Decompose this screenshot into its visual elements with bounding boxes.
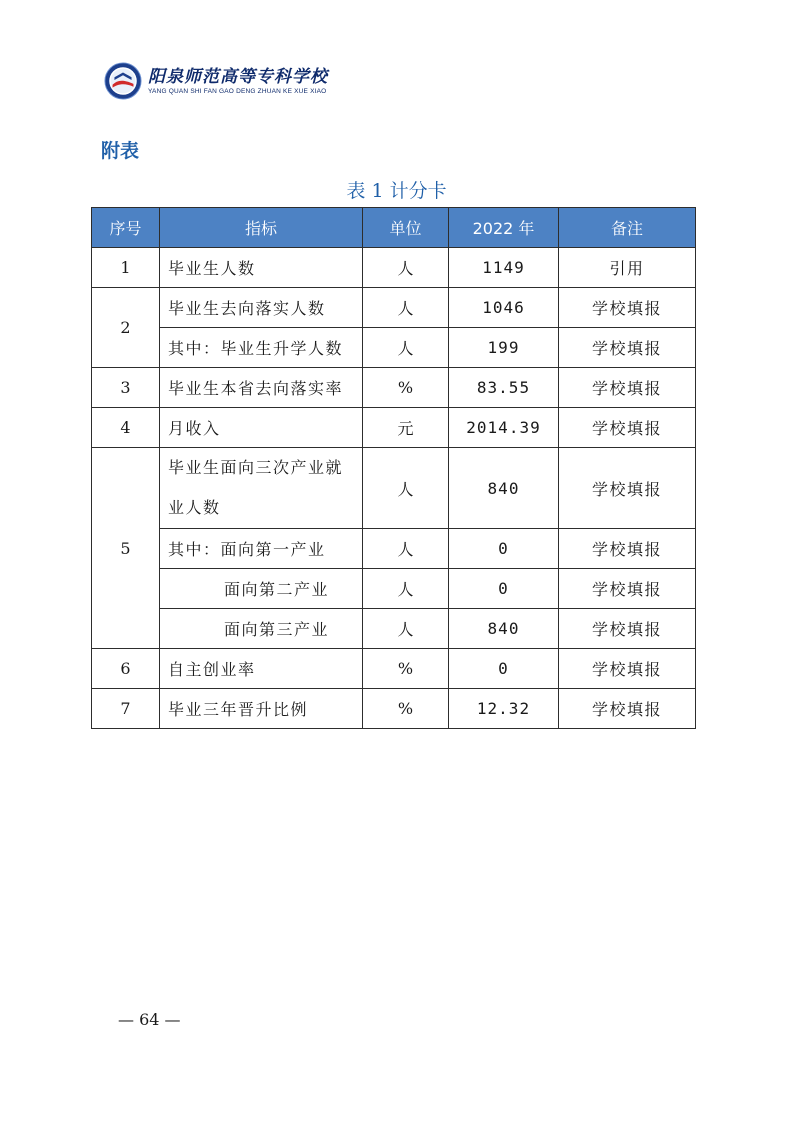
table-row (92, 448, 696, 529)
note-cell: 学校填报 (559, 649, 696, 689)
table-row (92, 408, 696, 448)
value-cell: 1149 (449, 248, 559, 288)
table-row (92, 689, 696, 729)
value-cell: 840 (449, 609, 559, 649)
value-cell: 2014.39 (449, 408, 559, 448)
column-header-note: 备注 (559, 208, 696, 248)
unit-cell: 人 (363, 288, 449, 328)
indicator-cell: 其中：面向第一产业 (160, 529, 363, 569)
unit-cell: % (363, 689, 449, 729)
value-cell: 840 (449, 448, 559, 529)
unit-cell: 人 (363, 529, 449, 569)
column-header-no: 序号 (92, 208, 160, 248)
table-row (92, 368, 696, 408)
indicator-cell: 毕业三年晋升比例 (160, 689, 363, 729)
note-cell: 学校填报 (559, 368, 696, 408)
value-cell: 0 (449, 569, 559, 609)
table-row (92, 609, 696, 649)
value-cell: 83.55 (449, 368, 559, 408)
unit-cell: 人 (363, 248, 449, 288)
row-number: 4 (92, 408, 160, 448)
note-cell: 学校填报 (559, 529, 696, 569)
table-row (92, 288, 696, 328)
note-cell: 学校填报 (559, 448, 696, 529)
value-cell: 199 (449, 328, 559, 368)
indicator-cell: 毕业生本省去向落实率 (160, 368, 363, 408)
note-cell: 学校填报 (559, 408, 696, 448)
row-number: 3 (92, 368, 160, 408)
column-header-unit: 单位 (363, 208, 449, 248)
note-cell: 引用 (559, 248, 696, 288)
note-cell: 学校填报 (559, 288, 696, 328)
indicator-cell: 月收入 (160, 408, 363, 448)
value-cell: 0 (449, 529, 559, 569)
note-cell: 学校填报 (559, 609, 696, 649)
table-row (92, 328, 696, 368)
note-cell: 学校填报 (559, 569, 696, 609)
unit-cell: 人 (363, 448, 449, 529)
table-row (92, 649, 696, 689)
row-number: 1 (92, 248, 160, 288)
unit-cell: 人 (363, 569, 449, 609)
row-number: 2 (92, 288, 160, 368)
unit-cell: 元 (363, 408, 449, 448)
unit-cell: 人 (363, 609, 449, 649)
column-header-year: 2022 年 (449, 208, 559, 248)
page-header (104, 60, 328, 102)
school-logo-icon (104, 62, 142, 100)
score-card-table (91, 207, 696, 729)
note-cell: 学校填报 (559, 689, 696, 729)
indicator-cell: 毕业生去向落实人数 (160, 288, 363, 328)
table-header-row (92, 208, 696, 248)
indicator-cell: 毕业生人数 (160, 248, 363, 288)
column-header-indicator: 指标 (160, 208, 363, 248)
school-name-chinese: 阳泉师范高等专科学校 (148, 66, 328, 87)
row-number: 5 (92, 448, 160, 649)
section-title: 附表 (101, 140, 140, 162)
unit-cell: 人 (363, 328, 449, 368)
unit-cell: % (363, 649, 449, 689)
row-number: 6 (92, 649, 160, 689)
page-number: — 64 — (118, 1010, 181, 1029)
indicator-cell: 自主创业率 (160, 649, 363, 689)
school-name-pinyin: YANG QUAN SHI FAN GAO DENG ZHUAN KE XUE XIAO (148, 87, 327, 95)
unit-cell: % (363, 368, 449, 408)
value-cell: 1046 (449, 288, 559, 328)
table-caption: 表 1 计分卡 (346, 180, 447, 202)
indicator-cell: 毕业生面向三次产业就业人数 (160, 448, 363, 529)
table-row (92, 529, 696, 569)
indicator-cell: 其中：毕业生升学人数 (160, 328, 363, 368)
table-row (92, 569, 696, 609)
value-cell: 12.32 (449, 689, 559, 729)
note-cell: 学校填报 (559, 328, 696, 368)
school-name-block (148, 67, 328, 96)
value-cell: 0 (449, 649, 559, 689)
indicator-cell: 面向第二产业 (160, 569, 363, 609)
table-row (92, 248, 696, 288)
indicator-cell: 面向第三产业 (160, 609, 363, 649)
row-number: 7 (92, 689, 160, 729)
